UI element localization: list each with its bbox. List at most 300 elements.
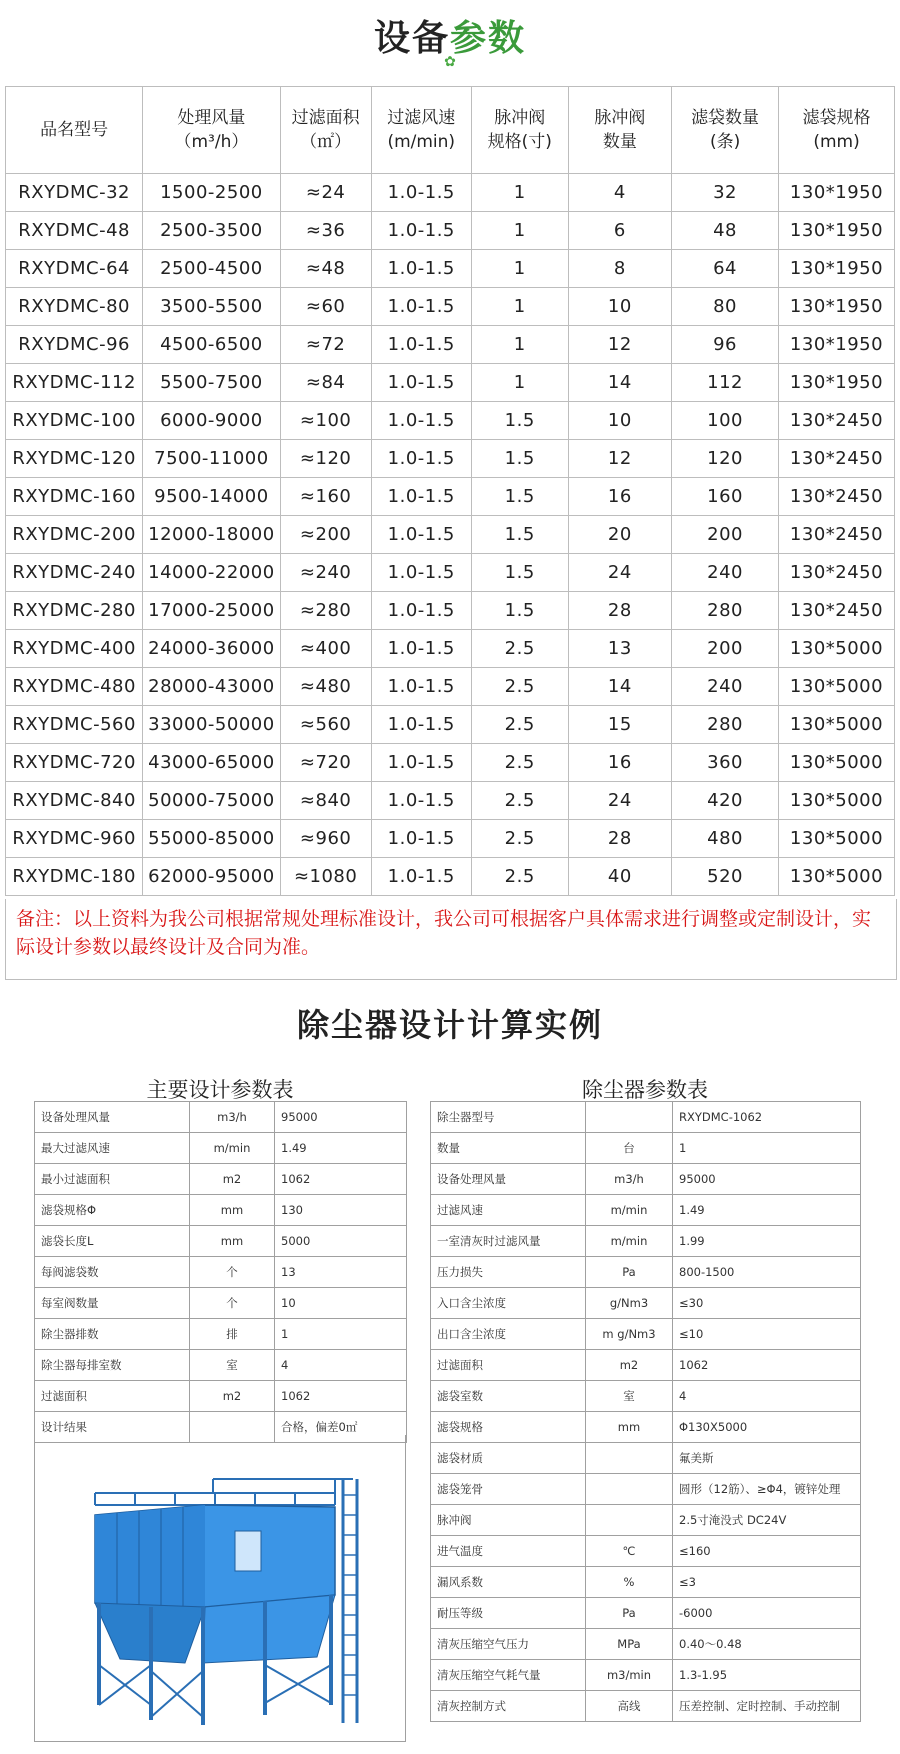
spec-header-line: 过滤面积 [291,108,360,128]
param-unit: Pa [586,1598,673,1629]
spec-row [6,706,895,744]
param-row [431,1226,861,1257]
spec-cell: 12000-18000 [143,516,280,554]
spec-cell: 130*1950 [779,326,895,364]
spec-cell: 2.5 [471,630,568,668]
param-name: 除尘器型号 [431,1102,586,1133]
spec-cell: 5500-7500 [143,364,280,402]
spec-header-cell [143,87,280,174]
param-name: 滤袋室数 [431,1381,586,1412]
spec-cell: 130*5000 [779,782,895,820]
param-value: 1.49 [275,1133,407,1164]
section-title: 除尘器设计计算实例 [296,1006,603,1044]
spec-cell: 96 [672,326,779,364]
spec-cell: 130*2450 [779,402,895,440]
spec-cell: 2500-4500 [143,250,280,288]
spec-cell: 480 [672,820,779,858]
param-value: -6000 [673,1598,861,1629]
spec-cell: ≈280 [280,592,371,630]
param-name: 耐压等级 [431,1598,586,1629]
spec-table [5,86,895,896]
spec-cell: 9500-14000 [143,478,280,516]
param-unit: mm [586,1412,673,1443]
spec-cell: ≈960 [280,820,371,858]
spec-header-line: 脉冲阀 [494,108,546,128]
param-unit: % [586,1567,673,1598]
param-unit: m2 [190,1164,275,1195]
param-row [35,1381,407,1412]
spec-cell: 17000-25000 [143,592,280,630]
spec-cell: 15 [568,706,672,744]
spec-header-line: 数量 [602,132,637,152]
spec-row [6,250,895,288]
param-row [35,1133,407,1164]
spec-cell: 130*1950 [779,212,895,250]
param-name: 最小过滤面积 [35,1164,190,1195]
spec-cell: ≈1080 [280,858,371,896]
spec-cell: 16 [568,744,672,782]
spec-cell: 1500-2500 [143,174,280,212]
param-unit: 高线 [586,1691,673,1722]
spec-cell: ≈120 [280,440,371,478]
param-unit: m g/Nm3 [586,1319,673,1350]
param-unit: m/min [586,1195,673,1226]
spec-cell: ≈72 [280,326,371,364]
spec-row [6,630,895,668]
spec-header-line: 脉冲阀 [594,108,646,128]
spec-header-cell [6,87,143,174]
param-row [35,1319,407,1350]
param-row [431,1474,861,1505]
param-name: 滤袋笼骨 [431,1474,586,1505]
spec-row [6,288,895,326]
param-value: ≤30 [673,1288,861,1319]
spec-cell: 280 [672,592,779,630]
param-row [35,1164,407,1195]
param-unit: m2 [586,1350,673,1381]
spec-cell: ≈48 [280,250,371,288]
spec-header-line: 品名型号 [40,120,109,140]
param-unit: m3/h [190,1102,275,1133]
spec-cell: 360 [672,744,779,782]
spec-cell: 7500-11000 [143,440,280,478]
spec-cell: 62000-95000 [143,858,280,896]
spec-cell: 1.0-1.5 [371,364,471,402]
param-unit: g/Nm3 [586,1288,673,1319]
spec-cell: 40 [568,858,672,896]
spec-cell: 24 [568,782,672,820]
param-name: 滤袋规格 [431,1412,586,1443]
param-value: 5000 [275,1226,407,1257]
param-row [431,1691,861,1722]
spec-cell: RXYDMC-280 [6,592,143,630]
param-name: 漏风系数 [431,1567,586,1598]
spec-header-line: (m/min) [387,132,456,152]
right-table-title: 除尘器参数表 [582,1078,708,1102]
spec-header-line: (条) [709,132,741,152]
spec-cell: 14 [568,364,672,402]
spec-cell: 2500-3500 [143,212,280,250]
spec-cell: 520 [672,858,779,896]
param-row [431,1257,861,1288]
spec-cell: 1.5 [471,592,568,630]
main-design-params-table [34,1101,407,1443]
spec-cell: RXYDMC-960 [6,820,143,858]
spec-header-cell [371,87,471,174]
spec-cell: 10 [568,402,672,440]
param-row [35,1288,407,1319]
param-unit: mm [190,1226,275,1257]
param-unit: 排 [190,1319,275,1350]
spec-cell: ≈84 [280,364,371,402]
spec-cell: 1.5 [471,554,568,592]
param-value: 13 [275,1257,407,1288]
spec-cell: 130*2450 [779,478,895,516]
param-row [431,1381,861,1412]
spec-cell: ≈240 [280,554,371,592]
spec-cell: 240 [672,554,779,592]
spec-header-line: （m³/h） [174,132,249,152]
spec-cell: 112 [672,364,779,402]
spec-cell: 55000-85000 [143,820,280,858]
spec-row [6,212,895,250]
spec-cell: 160 [672,478,779,516]
param-name: 滤袋规格Φ [35,1195,190,1226]
spec-cell: 32 [672,174,779,212]
spec-cell: 1.0-1.5 [371,440,471,478]
spec-cell: 1.0-1.5 [371,402,471,440]
spec-cell: 10 [568,288,672,326]
spec-cell: RXYDMC-200 [6,516,143,554]
spec-header-cell [779,87,895,174]
spec-cell: RXYDMC-120 [6,440,143,478]
spec-row [6,782,895,820]
spec-cell: RXYDMC-96 [6,326,143,364]
spec-cell: ≈200 [280,516,371,554]
spec-row [6,174,895,212]
param-value: 1.3-1.95 [673,1660,861,1691]
param-row [35,1257,407,1288]
spec-cell: 4 [568,174,672,212]
param-value: 氟美斯 [673,1443,861,1474]
param-value: 800-1500 [673,1257,861,1288]
param-value: 0.40～0.48 [673,1629,861,1660]
param-name: 进气温度 [431,1536,586,1567]
param-name: 入口含尘浓度 [431,1288,586,1319]
param-name: 设备处理风量 [35,1102,190,1133]
spec-cell: RXYDMC-400 [6,630,143,668]
param-value: 1062 [673,1350,861,1381]
param-name: 滤袋材质 [431,1443,586,1474]
spec-cell: 2.5 [471,744,568,782]
spec-cell: 1.0-1.5 [371,858,471,896]
param-unit: m3/min [586,1660,673,1691]
spec-header-line: 滤袋规格 [802,108,871,128]
param-name: 每阀滤袋数 [35,1257,190,1288]
param-value: 4 [275,1350,407,1381]
param-row [431,1505,861,1536]
spec-cell: 1 [471,250,568,288]
spec-cell: 1.0-1.5 [371,782,471,820]
spec-cell: 2.5 [471,706,568,744]
spec-cell: 130*5000 [779,858,895,896]
param-unit: 台 [586,1133,673,1164]
param-name: 过滤面积 [431,1350,586,1381]
dust-collector-image-frame [34,1435,406,1742]
param-row [35,1102,407,1133]
spec-cell: 24000-36000 [143,630,280,668]
spec-header-line: 过滤风速 [387,108,456,128]
spec-cell: 6 [568,212,672,250]
param-value: 圆形（12筋）、≥Φ4，镀锌处理 [673,1474,861,1505]
param-unit: 个 [190,1257,275,1288]
param-value: 2.5寸淹没式 DC24V [673,1505,861,1536]
param-row [431,1629,861,1660]
spec-cell: 130*2450 [779,440,895,478]
spec-cell: 120 [672,440,779,478]
spec-header-row [6,87,895,174]
spec-cell: 130*5000 [779,820,895,858]
param-unit: m3/h [586,1164,673,1195]
spec-cell: 12 [568,440,672,478]
param-name: 出口含尘浓度 [431,1319,586,1350]
param-name: 除尘器排数 [35,1319,190,1350]
param-row [431,1536,861,1567]
spec-cell: 14000-22000 [143,554,280,592]
param-value: 1 [275,1319,407,1350]
spec-cell: ≈60 [280,288,371,326]
param-value: 1062 [275,1164,407,1195]
spec-cell: ≈160 [280,478,371,516]
spec-cell: 1.0-1.5 [371,744,471,782]
spec-row [6,364,895,402]
param-name: 过滤面积 [35,1381,190,1412]
spec-cell: 1.0-1.5 [371,516,471,554]
spec-header-cell [672,87,779,174]
spec-cell: 4500-6500 [143,326,280,364]
spec-cell: 130*1950 [779,174,895,212]
param-unit: m/min [586,1226,673,1257]
param-unit: 室 [586,1381,673,1412]
spec-cell: 130*1950 [779,288,895,326]
spec-cell: 1 [471,212,568,250]
spec-cell: 130*2450 [779,516,895,554]
param-unit [586,1505,673,1536]
spec-cell: ≈36 [280,212,371,250]
spec-row [6,478,895,516]
spec-cell: 1 [471,364,568,402]
spec-cell: 200 [672,516,779,554]
param-row [431,1102,861,1133]
spec-row [6,668,895,706]
spec-cell: 1.0-1.5 [371,630,471,668]
param-row [35,1195,407,1226]
param-row [431,1288,861,1319]
spec-cell: 48 [672,212,779,250]
param-name: 压力损失 [431,1257,586,1288]
param-value: RXYDMC-1062 [673,1102,861,1133]
param-value: 1 [673,1133,861,1164]
spec-cell: RXYDMC-240 [6,554,143,592]
spec-cell: 130*2450 [779,554,895,592]
param-name: 滤袋长度L [35,1226,190,1257]
spec-header-line: （㎡） [300,132,352,152]
param-name: 清灰压缩空气耗气量 [431,1660,586,1691]
spec-cell: 80 [672,288,779,326]
spec-cell: ≈560 [280,706,371,744]
param-row [431,1660,861,1691]
spec-cell: 28 [568,592,672,630]
param-unit [586,1102,673,1133]
param-unit: 室 [190,1350,275,1381]
spec-cell: 130*5000 [779,630,895,668]
param-value: ≤160 [673,1536,861,1567]
param-unit: ℃ [586,1536,673,1567]
dust-collector-image [35,1435,405,1741]
spec-cell: 1.0-1.5 [371,592,471,630]
spec-cell: ≈24 [280,174,371,212]
spec-cell: 20 [568,516,672,554]
param-unit: m2 [190,1381,275,1412]
flower-icon: ✿ [444,54,456,70]
spec-cell: 1.0-1.5 [371,668,471,706]
param-name: 每室阀数量 [35,1288,190,1319]
spec-cell: 1.5 [471,402,568,440]
spec-cell: 6000-9000 [143,402,280,440]
spec-row [6,516,895,554]
spec-cell: 1.5 [471,478,568,516]
param-unit: 个 [190,1288,275,1319]
param-value: 95000 [275,1102,407,1133]
spec-cell: 3500-5500 [143,288,280,326]
param-value: ≤10 [673,1319,861,1350]
disclaimer-note: 备注：以上资料为我公司根据常规处理标准设计，我公司可根据客户具体需求进行调整或定制设计，实际设计参数以最终设计及合同为准。 [5,899,897,980]
spec-row [6,858,895,896]
spec-cell: 1.0-1.5 [371,174,471,212]
param-name: 清灰压缩空气压力 [431,1629,586,1660]
spec-cell: ≈480 [280,668,371,706]
param-name: 最大过滤风速 [35,1133,190,1164]
page-title-green: 参数 [450,18,527,59]
spec-cell: RXYDMC-112 [6,364,143,402]
param-row [431,1164,861,1195]
spec-cell: ≈720 [280,744,371,782]
spec-row [6,402,895,440]
spec-cell: 130*2450 [779,592,895,630]
spec-cell: 43000-65000 [143,744,280,782]
spec-row [6,820,895,858]
spec-cell: 1.0-1.5 [371,820,471,858]
param-name: 除尘器每排室数 [35,1350,190,1381]
spec-cell: 2.5 [471,820,568,858]
spec-cell: ≈400 [280,630,371,668]
param-row [431,1195,861,1226]
param-value: ≤3 [673,1567,861,1598]
param-row [35,1350,407,1381]
param-value: 1062 [275,1381,407,1412]
spec-header-cell [280,87,371,174]
param-value: 130 [275,1195,407,1226]
spec-cell: 1.0-1.5 [371,478,471,516]
spec-cell: RXYDMC-32 [6,174,143,212]
param-value: 10 [275,1288,407,1319]
spec-cell: 130*5000 [779,668,895,706]
param-value: 压差控制、定时控制、手动控制 [673,1691,861,1722]
param-name: 设备处理风量 [431,1164,586,1195]
spec-cell: 1.5 [471,440,568,478]
param-name: 设计结果 [35,1412,190,1443]
param-name: 数量 [431,1133,586,1164]
spec-cell: RXYDMC-180 [6,858,143,896]
spec-cell: 64 [672,250,779,288]
spec-cell: 130*1950 [779,364,895,402]
spec-cell: 1.0-1.5 [371,288,471,326]
spec-cell: RXYDMC-560 [6,706,143,744]
spec-cell: RXYDMC-80 [6,288,143,326]
spec-cell: ≈100 [280,402,371,440]
spec-cell: 280 [672,706,779,744]
spec-cell: 1 [471,174,568,212]
param-row [35,1226,407,1257]
spec-header-line: 处理风量 [177,108,246,128]
left-table-title: 主要设计参数表 [146,1078,294,1102]
spec-header-line: (mm) [813,132,860,152]
param-name: 一室清灰时过滤风量 [431,1226,586,1257]
param-value: Φ130X5000 [673,1412,861,1443]
spec-cell: RXYDMC-48 [6,212,143,250]
spec-cell: 130*1950 [779,250,895,288]
param-name: 脉冲阀 [431,1505,586,1536]
spec-cell: 100 [672,402,779,440]
spec-cell: 2.5 [471,668,568,706]
spec-row [6,326,895,364]
spec-cell: 1 [471,326,568,364]
param-row [431,1598,861,1629]
spec-cell: 1.0-1.5 [371,326,471,364]
spec-cell: 1.0-1.5 [371,212,471,250]
spec-cell: 50000-75000 [143,782,280,820]
spec-cell: 1.0-1.5 [371,554,471,592]
spec-cell: 1.5 [471,516,568,554]
spec-cell: 13 [568,630,672,668]
spec-cell: 1.0-1.5 [371,706,471,744]
spec-cell: 1.0-1.5 [371,250,471,288]
spec-cell: RXYDMC-840 [6,782,143,820]
spec-cell: 240 [672,668,779,706]
param-name: 清灰控制方式 [431,1691,586,1722]
spec-cell: 8 [568,250,672,288]
param-unit: Pa [586,1257,673,1288]
param-value: 合格，偏差0㎡ [275,1412,407,1443]
spec-cell: RXYDMC-100 [6,402,143,440]
dust-collector-params-table [430,1101,861,1722]
param-row [431,1443,861,1474]
spec-row [6,440,895,478]
param-row [431,1133,861,1164]
spec-row [6,592,895,630]
param-value: 1.99 [673,1226,861,1257]
param-value: 1.49 [673,1195,861,1226]
spec-cell: 28000-43000 [143,668,280,706]
page-title-black: 设备 [373,18,450,59]
spec-cell: 2.5 [471,858,568,896]
spec-header-line: 滤袋数量 [691,108,760,128]
spec-cell: 2.5 [471,782,568,820]
spec-row [6,744,895,782]
spec-cell: 33000-50000 [143,706,280,744]
spec-cell: RXYDMC-64 [6,250,143,288]
param-row [431,1567,861,1598]
